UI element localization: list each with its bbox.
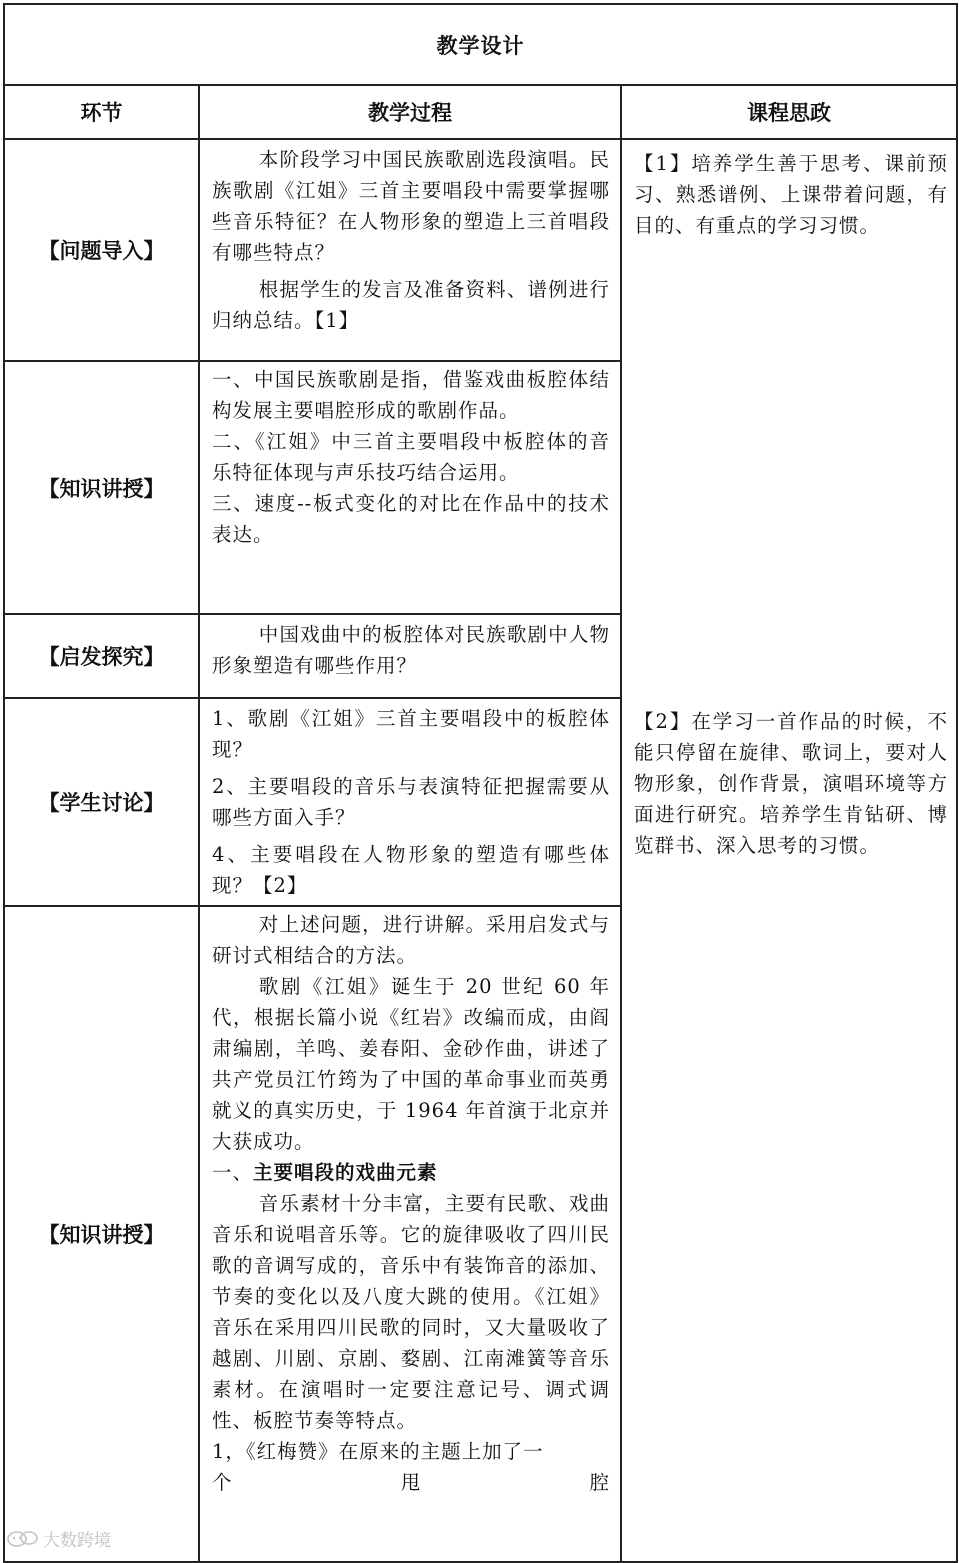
process-cell bbox=[199, 698, 621, 906]
table-row bbox=[4, 139, 957, 361]
last-line-char: 个 bbox=[212, 1471, 233, 1494]
section-heading bbox=[212, 1157, 610, 1188]
stage-label: 【问题导入】 bbox=[4, 139, 199, 361]
process-paragraph: 歌剧《江姐》诞生于 20 世纪 60 年代，根据长篇小说《红岩》改编而成，由阎肃编剧，羊鸣、姜春阳、金砂作曲，讲述了共产党员江竹筠为了中国的革命事业而英勇就义的真实历史，于 1964 年首演于北京并大获成功。 bbox=[212, 975, 610, 1153]
watermark bbox=[6, 1526, 111, 1551]
header-stage: 环节 bbox=[4, 85, 199, 139]
process-paragraph: 根据学生的发言及准备资料、谱例进行归纳总结。【1】 bbox=[212, 278, 610, 332]
process-cell bbox=[199, 906, 621, 1562]
stage-label: 【启发探究】 bbox=[4, 614, 199, 698]
wechat-logo-icon bbox=[6, 1530, 40, 1548]
table-title: 教学设计 bbox=[4, 4, 957, 85]
section-heading-prefix: 一、 bbox=[212, 1161, 254, 1184]
process-paragraph: 4、主要唱段在人物形象的塑造有哪些体现？【2】 bbox=[212, 843, 610, 897]
ideology-note: 【2】在学习一首作品的时候，不能只停留在旋律、歌词上，要对人物形象，创作背景，演唱环境等方面进行研究。培养学生肯钻研、博览群书、深入思考的习惯。 bbox=[634, 710, 948, 857]
header-ideology: 课程思政 bbox=[621, 85, 957, 139]
process-paragraph: 1、歌剧《江姐》三首主要唱段中的板腔体现？ bbox=[212, 707, 610, 761]
process-paragraph: 二、《江姐》中三首主要唱段中板腔体的音乐特征体现与声乐技巧结合运用。 bbox=[212, 430, 610, 484]
stage-label: 【知识讲授】 bbox=[4, 906, 199, 1562]
section-heading-text: 主要唱段的戏曲元素 bbox=[253, 1161, 438, 1184]
header-process: 教学过程 bbox=[199, 85, 621, 139]
process-paragraph: 音乐素材十分丰富，主要有民歌、戏曲音乐和说唱音乐等。它的旋律吸收了四川民歌的音调写成的，音乐中有装饰音的添加、节奏的变化以及八度大跳的使用。《江姐》音乐在采用四川民歌的同时，又大量吸收了越剧、川剧、京剧、婺剧、江南滩簧等音乐素材。在演唱时一定要注意记号、调式调性、板腔节奏等特点。 bbox=[212, 1192, 610, 1432]
lesson-design-table bbox=[3, 3, 958, 1563]
justified-last-line bbox=[212, 1467, 610, 1498]
process-paragraph: 一、中国民族歌剧是指，借鉴戏曲板腔体结构发展主要唱腔形成的歌剧作品。 bbox=[212, 368, 610, 422]
last-line-char: 甩 bbox=[400, 1471, 422, 1494]
process-cell bbox=[199, 361, 621, 614]
process-cell bbox=[199, 139, 621, 361]
process-paragraph: 1，《红梅赞》在原来的主题上加了一 bbox=[212, 1440, 544, 1463]
process-cell bbox=[199, 614, 621, 698]
ideology-cell bbox=[621, 139, 957, 1562]
process-paragraph: 2、主要唱段的音乐与表演特征把握需要从哪些方面入手？ bbox=[212, 775, 610, 829]
process-paragraph: 本阶段学习中国民族歌剧选段演唱。民族歌剧《江姐》三首主要唱段中需要掌握哪些音乐特征？在人物形象的塑造上三首唱段有哪些特点？ bbox=[212, 148, 610, 264]
watermark-text: 大数跨境 bbox=[43, 1531, 111, 1551]
stage-label: 【学生讨论】 bbox=[4, 698, 199, 906]
process-paragraph: 三、速度--板式变化的对比在作品中的技术表达。 bbox=[212, 492, 610, 546]
stage-label: 【知识讲授】 bbox=[4, 361, 199, 614]
process-paragraph: 对上述问题，进行讲解。采用启发式与研讨式相结合的方法。 bbox=[212, 913, 610, 967]
process-paragraph: 中国戏曲中的板腔体对民族歌剧中人物形象塑造有哪些作用？ bbox=[212, 623, 610, 677]
ideology-note: 【1】培养学生善于思考、课前预习、熟悉谱例、上课带着问题，有目的、有重点的学习习惯。 bbox=[634, 152, 948, 237]
last-line-char: 腔 bbox=[589, 1471, 610, 1494]
